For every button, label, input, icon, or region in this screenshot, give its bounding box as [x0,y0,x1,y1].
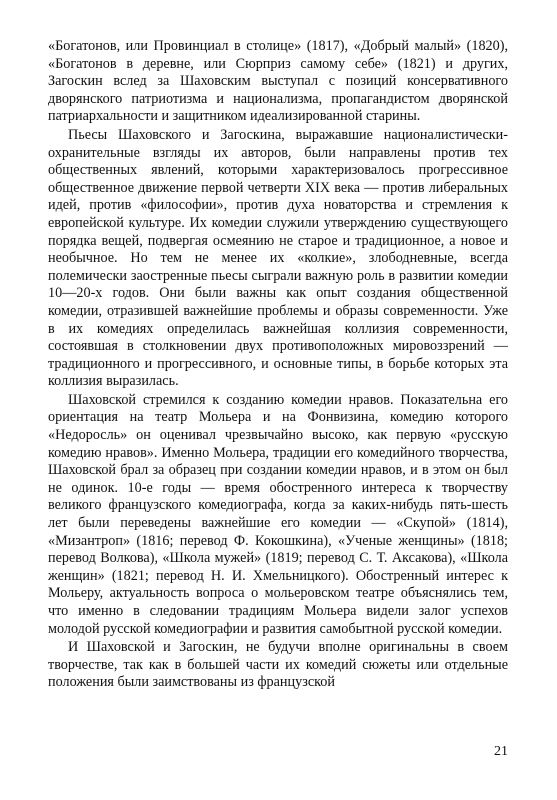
paragraph-1: «Богатонов, или Провинциал в столице» (1817), «Добрый малый» (1820), «Богатонов в деревне, или Сюрприз самому себе» (1821) и других, Загоскин вслед за Шаховским выступал с позиций консервативного дворянского патриотизма и национализма, пропагандистом дворянской патриархальности и защитником идеализированной старины. [48,38,508,125]
page-number: 21 [494,744,508,759]
paragraph-3: Шаховской стремился к созданию комедии нравов. Показательна его ориентация на театр Мольера и на Фонвизина, комедию которого «Недоросль» он оценивал чрезвычайно высоко, как первую «русскую комедию нравов». Именно Мольера, традиции его комедийного творчества, Шаховской брал за образец при создании комедии нравов, и в этом он был не одинок. 10-е годы — время обостренного интереса к творчеству великого французского комедиографа, когда за каких-нибудь пять-шесть лет были переведены важнейшие его комедии — «Скупой» (1814), «Мизантроп» (1816; перевод Ф. Кокошкина), «Ученые женщины» (1818; перевод Волкова), «Школа мужей» (1819; перевод С. Т. Аксакова), «Школа женщин» (1821; перевод Н. И. Хмельницкого). Обостренный интерес к Мольеру, актуальность вопроса о мольеровском театре объяснялись тем, что именно в следовании традициям Мольера видели залог успехов молодой русской комедиографии и развития самобытной русской комедии. [48,391,508,637]
paragraph-4: И Шаховской и Загоскин, не будучи вполне оригинальны в своем творчестве, так как в большей части их комедий сюжеты или отдельные положения были заимствованы из французской [48,639,508,691]
paragraph-2: Пьесы Шаховского и Загоскина, выражавшие националистически-охранительные взгляды их авторов, были направлены против тех общественных явлений, которыми характеризовалось прогрессивное общественное движение первой четверти XIX века — против либеральных идей, против «философии», против духа новаторства и стремления к европейской культуре. Их комедии служили утверждению существующего порядка вещей, подвергая осмеянию не старое и традиционное, а новое и необычное. Но тем не менее их «колкие», злободневные, всегда полемически заостренные пьесы сыграли важную роль в развитии комедии 10—20-х годов. Они были важны как опыт создания общественной комедии, отразившей важнейшие проблемы и образы современности. Уже в их комедиях определилась важнейшая коллизия современности, состоявшая в столкновении двух противоположных мировоззрений — традиционного и прогрессивного, и основные типы, в борьбе которых эта коллизия выразилась. [48,126,508,390]
body-text [48,38,508,692]
